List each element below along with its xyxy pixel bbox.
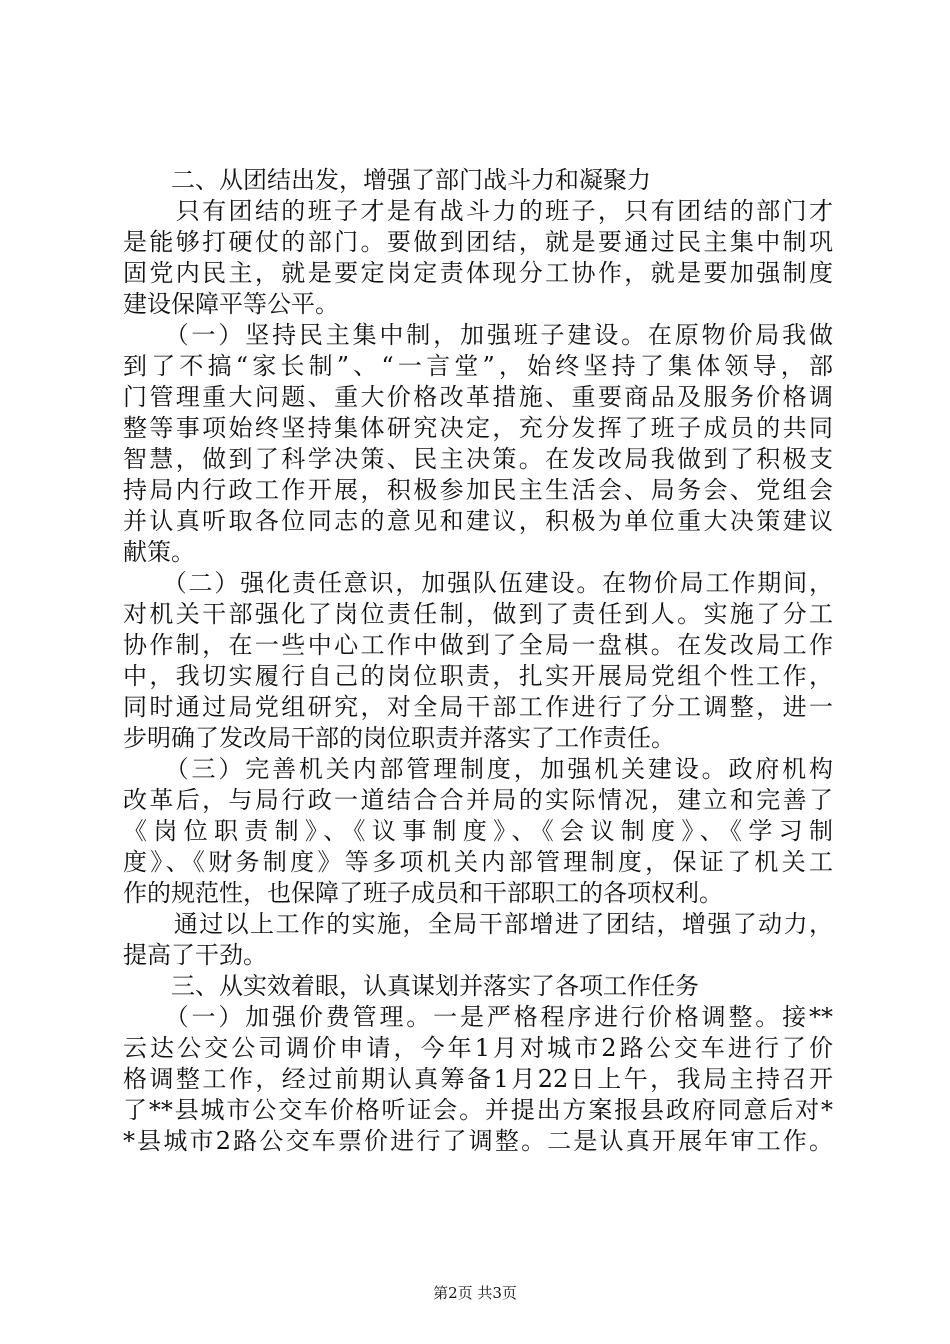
text-line: 献策。 xyxy=(123,538,195,566)
text-line: （二）强化责任意识，加强队伍建设。在物价局工作期间， xyxy=(123,569,833,597)
text-line: （三）完善机关内部管理制度，加强机关建设。政府机构 xyxy=(123,755,833,783)
text-line: 改革后，与局行政一道结合合并局的实际情况，建立和完善了 xyxy=(123,786,833,814)
text-line: 并认真听取各位同志的意见和建议，积极为单位重大决策建议 xyxy=(123,507,833,535)
text-line: 云达公交公司调价申请，今年1月对城市2路公交车进行了价 xyxy=(123,1034,833,1062)
text-line: 固党内民主，就是要定岗定责体现分工协作，就是要加强制度 xyxy=(123,259,833,287)
text-line: 对机关干部强化了岗位责任制，做到了责任到人。实施了分工 xyxy=(123,600,833,628)
text-line: 中，我切实履行自己的岗位职责，扎实开展局党组个性工作， xyxy=(123,662,833,690)
text-line: 智慧，做到了科学决策、民主决策。在发改局我做到了积极支 xyxy=(123,445,833,473)
text-line: 度》、《财务制度》等多项机关内部管理制度，保证了机关工 xyxy=(123,848,833,876)
text-line: （一）坚持民主集中制，加强班子建设。在原物价局我做 xyxy=(123,321,833,349)
text-line: 持局内行政工作开展，积极参加民主生活会、局务会、党组会 xyxy=(123,476,833,504)
text-line: 同时通过局党组研究，对全局干部工作进行了分工调整，进一 xyxy=(123,693,833,721)
text-line: 通过以上工作的实施，全局干部增进了团结，增强了动力， xyxy=(123,910,833,938)
text-line: 二、从团结出发，增强了部门战斗力和凝聚力 xyxy=(123,166,651,194)
document-body xyxy=(123,165,833,1157)
text-line: 是能够打硬仗的部门。要做到团结，就是要通过民主集中制巩 xyxy=(123,228,833,256)
text-line: 协作制，在一些中心工作中做到了全局一盘棋。在发改局工作 xyxy=(123,631,833,659)
text-line: 到了不搞“家长制”、“一言堂”，始终坚持了集体领导，部 xyxy=(123,352,833,380)
text-line: 三、从实效着眼，认真谋划并落实了各项工作任务 xyxy=(123,972,699,1000)
text-line: *县城市2路公交车票价进行了调整。二是认真开展年审工作。 xyxy=(123,1127,833,1155)
text-line: 提高了干劲。 xyxy=(123,941,267,969)
text-line: 步明确了发改局干部的岗位职责并落实了工作责任。 xyxy=(123,724,675,752)
text-line: 只有团结的班子才是有战斗力的班子，只有团结的部门才 xyxy=(123,197,833,225)
text-line: 《岗位职责制》、《议事制度》、《会议制度》、《学习制 xyxy=(123,817,833,845)
page-number-footer: 第2页 共3页 xyxy=(433,1284,517,1302)
text-line: 整等事项始终坚持集体研究决定，充分发挥了班子成员的共同 xyxy=(123,414,833,442)
text-line: （一）加强价费管理。一是严格程序进行价格调整。接** xyxy=(123,1003,833,1031)
text-line: 格调整工作，经过前期认真筹备1月22日上午，我局主持召开 xyxy=(123,1065,833,1093)
text-line: 了**县城市公交车价格听证会。并提出方案报县政府同意后对* xyxy=(123,1096,833,1124)
text-line: 作的规范性，也保障了班子成员和干部职工的各项权利。 xyxy=(123,879,723,907)
text-line: 门管理重大问题、重大价格改革措施、重要商品及服务价格调 xyxy=(123,383,833,411)
text-line: 建设保障平等公平。 xyxy=(123,290,339,318)
